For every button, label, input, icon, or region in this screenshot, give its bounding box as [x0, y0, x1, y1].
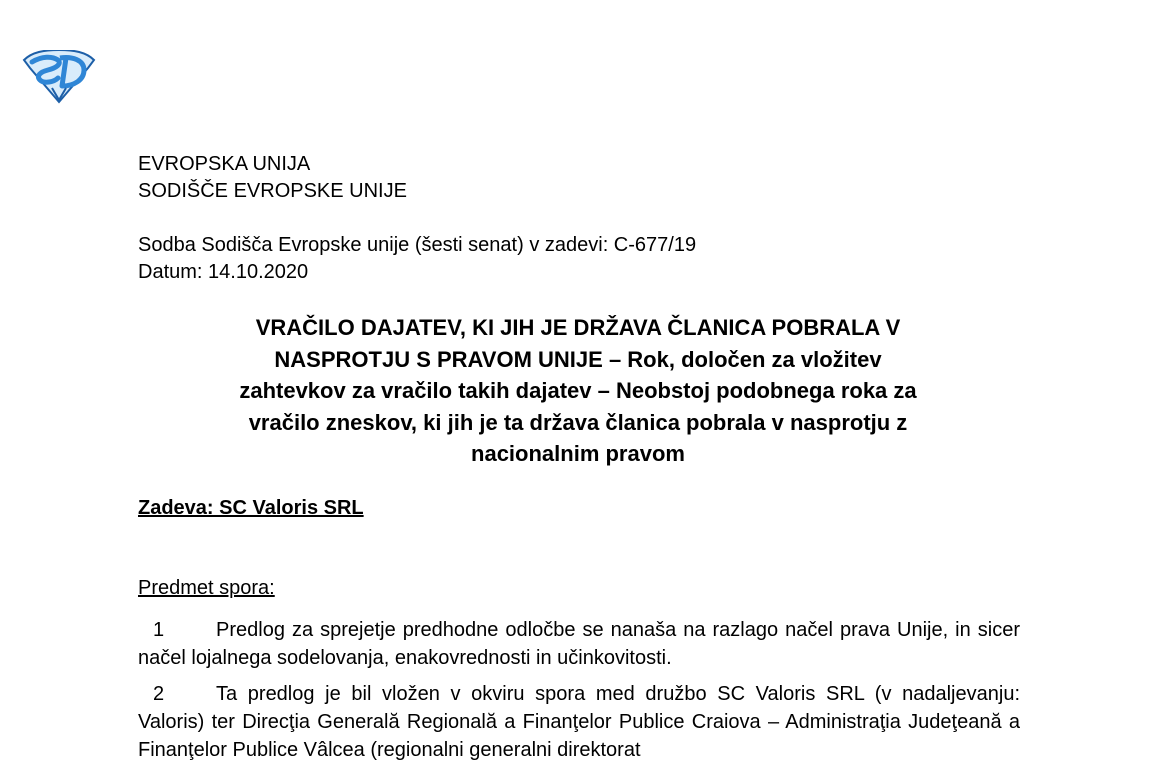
paragraph-text: Ta predlog je bil vložen v okviru spora med družbo SC Valoris SRL (v nadaljevanju: Valoris) ter Direcţia Generală Regională a Finanţelor Publice Craiova – Administraţia Judeţeană a Finanţelor Publice Vâlcea (regionalni generalni direktorat	[138, 683, 1020, 761]
title-line: zahtevkov za vračilo takih dajatev – Neobstoj podobnega roka za	[239, 378, 917, 403]
header-union: EVROPSKA UNIJA	[138, 153, 311, 175]
case-subject: Zadeva: SC Valoris SRL	[138, 497, 364, 519]
title-line: nacionalnim pravom	[471, 441, 685, 466]
judgment-reference: Sodba Sodišča Evropske unije (šesti senat) v zadevi: C-677/19	[138, 234, 697, 256]
court-logo-icon	[22, 50, 96, 104]
header-court: SODIŠČE EVROPSKE UNIJE	[138, 180, 407, 202]
paragraph-number: 2	[153, 683, 165, 705]
paragraph-number: 1	[153, 619, 165, 641]
title-line: VRAČILO DAJATEV, KI JIH JE DRŽAVA ČLANICA POBRALA V	[255, 315, 901, 340]
judgment-date: Datum: 14.10.2020	[138, 261, 309, 283]
case-meta	[138, 232, 696, 286]
paragraph	[138, 680, 1020, 764]
title-line: NASPROTJU S PRAVOM UNIJE – Rok, določen za vložitev	[274, 346, 882, 372]
court-logo	[22, 50, 96, 104]
court-header	[138, 151, 407, 205]
dispute-heading: Predmet spora:	[138, 577, 275, 599]
document-title	[138, 312, 1018, 470]
paragraph-text: Predlog za sprejetje predhodne odločbe se nanaša na razlago načel prava Unije, in sicer načel lojalnega sodelovanja, enakovrednosti in učinkovitosti.	[138, 619, 1020, 669]
paragraph	[138, 616, 1020, 672]
title-line: vračilo zneskov, ki jih je ta država članica pobrala v nasprotju z	[248, 409, 908, 435]
